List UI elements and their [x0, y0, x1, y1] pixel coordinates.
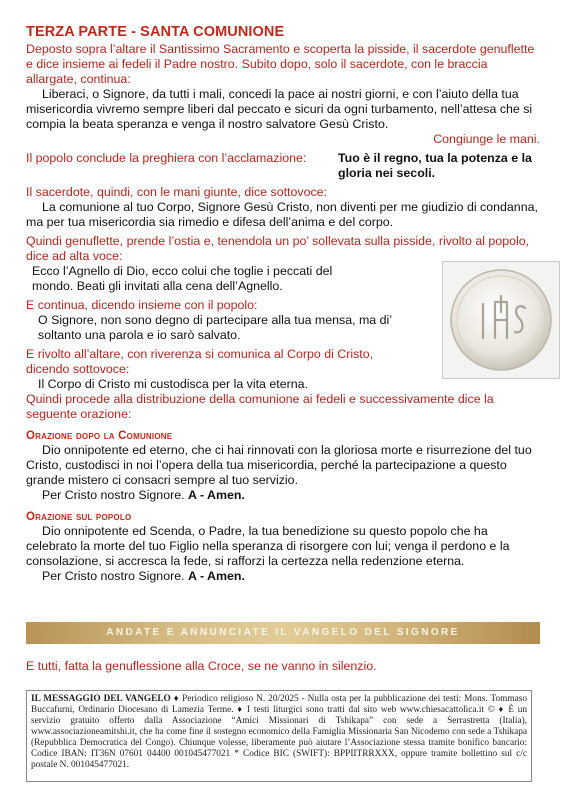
- acclamation-row: [26, 151, 540, 181]
- footer-text: ♦ Periodico religioso N. 20/2025 - Nulla osta per la pubblicazione dei testi: Mons. Tommaso Buccafurni, Ordinario Diocesano di Lamezia Terme. ♦ I testi liturgici sono tratti dal sito web www.chiesacattolica.it © ♦ È un servizio gratuito offerto dalla Associazione “Amici Missionari di Tshikapa” con sede a Serrastretta (Italia), www.associazioneamitshi.it, che ha come fine il sostegno economico della Famiglia Missionaria San Nicodemo con sede a Tshikapa (Repubblica Democratica del Congo). Chiunque volesse, liberamente può aiutare l’Associazione stessa tramite bonifico bancario: Codice IBAN: IT36N 07601 04400 001045477021 * Codice BIC (SWIFT): BPPIITRRXXX, oppure tramite bollettino sul c/c postale N. 001045477021.: [31, 694, 528, 770]
- rubric-deposto: Deposto sopra l’altare il Santissimo Sacramento e scoperta la pisside, il sacerdote genuflette e dice insieme ai fedeli il Padre nostro. Subito dopo, solo il sacerdote, con le braccia allargate, continua:: [26, 42, 535, 86]
- prayer-corpo-cristo: Il Corpo di Cristo mi custodisca per la vita eterna.: [38, 377, 308, 391]
- acclamation-intro: Il popolo conclude la preghiera con l’acclamazione:: [26, 151, 307, 165]
- page-title: TERZA PARTE - SANTA COMUNIONE: [26, 24, 285, 40]
- ending-text: Per Cristo nostro Signore.: [42, 488, 185, 502]
- acclamation-text: Tuo è il regno, tua la potenza e la gloria nei secoli.: [338, 151, 532, 180]
- section-text-sul-popolo: Dio onnipotente ed Scenda, o Padre, la tua benedizione su questo popolo che ha celebrato la morte del tuo Figlio nella speranza di risorgere con lui; venga il perdono e la consolazione, si accresca la fede, si rafforzi la certezza nella redenzione eterna.: [26, 524, 510, 568]
- rubric-congiunge: Congiunge le mani.: [433, 132, 540, 146]
- host-image: [442, 261, 560, 379]
- closing-banner: ANDATE E ANNUNCIATE IL VANGELO DEL SIGNORE: [26, 622, 540, 644]
- section-title-sul-popolo: Orazione sul popolo: [26, 511, 132, 523]
- section-ending-dopo-comunione: [26, 488, 540, 503]
- prayer-non-sono-degno: O Signore, non sono degno di partecipare alla tua mensa, ma di’ soltanto una parola e io sarò salvato.: [38, 313, 392, 342]
- footer-publication-name: IL MESSAGGIO DEL VANGELO: [31, 694, 171, 704]
- rubric-genuflette: Quindi genuflette, prende l’ostia e, tenendola un po’ sollevata sulla pisside, rivolto al popolo, dice ad alta voce:: [26, 234, 530, 263]
- rubric-continua: E continua, dicendo insieme con il popolo:: [26, 298, 258, 312]
- publication-footer: [26, 690, 532, 782]
- amen-response: A - Amen.: [188, 569, 245, 583]
- host-wafer-icon: [443, 262, 559, 378]
- section-ending-sul-popolo: [26, 569, 540, 584]
- rubric-sottovoce: Il sacerdote, quindi, con le mani giunte, dice sottovoce:: [26, 185, 327, 199]
- closing-rubric: E tutti, fatta la genuflessione alla Croce, se ne vanno in silenzio.: [26, 659, 377, 673]
- rubric-rivolto: E rivolto all’altare, con riverenza si comunica al Corpo di Cristo, dicendo sottovoce:: [26, 347, 374, 376]
- prayer-liberaci: Liberaci, o Signore, da tutti i mali, concedi la pace ai nostri giorni, e con l’aiuto della tua misericordia vivremo sempre liberi dal peccato e sicuri da ogni turbamento, nell’attesa che si compia la beata speranza e venga il nostro salvatore Gesù Cristo.: [26, 87, 533, 131]
- section-text-dopo-comunione: Dio onnipotente ed eterno, che ci hai rinnovati con la gloriosa morte e risurrezione del tuo Cristo, custodisci in noi l’opera della tua misericordia, perché la partecipazione a questo grande mistero ci consacri sempre al tuo servizio.: [26, 443, 532, 487]
- ending-text: Per Cristo nostro Signore.: [42, 569, 185, 583]
- prayer-agnello: Ecco l’Agnello di Dio, ecco colui che toglie i peccati del mondo. Beati gli invitati alla cena dell’Agnello.: [32, 264, 333, 293]
- prayer-comunione: La comunione al tuo Corpo, Signore Gesù Cristo, non diventi per me giudizio di condanna, ma per tua misericordia sia rimedio e difesa dell’anima e del corpo.: [26, 200, 538, 229]
- rubric-distribuzione: Quindi procede alla distribuzione della comunione ai fedeli e successivamente dice la seguente orazione:: [26, 392, 494, 421]
- section-title-dopo-comunione: Orazione dopo la Comunione: [26, 430, 173, 442]
- amen-response: A - Amen.: [188, 488, 245, 502]
